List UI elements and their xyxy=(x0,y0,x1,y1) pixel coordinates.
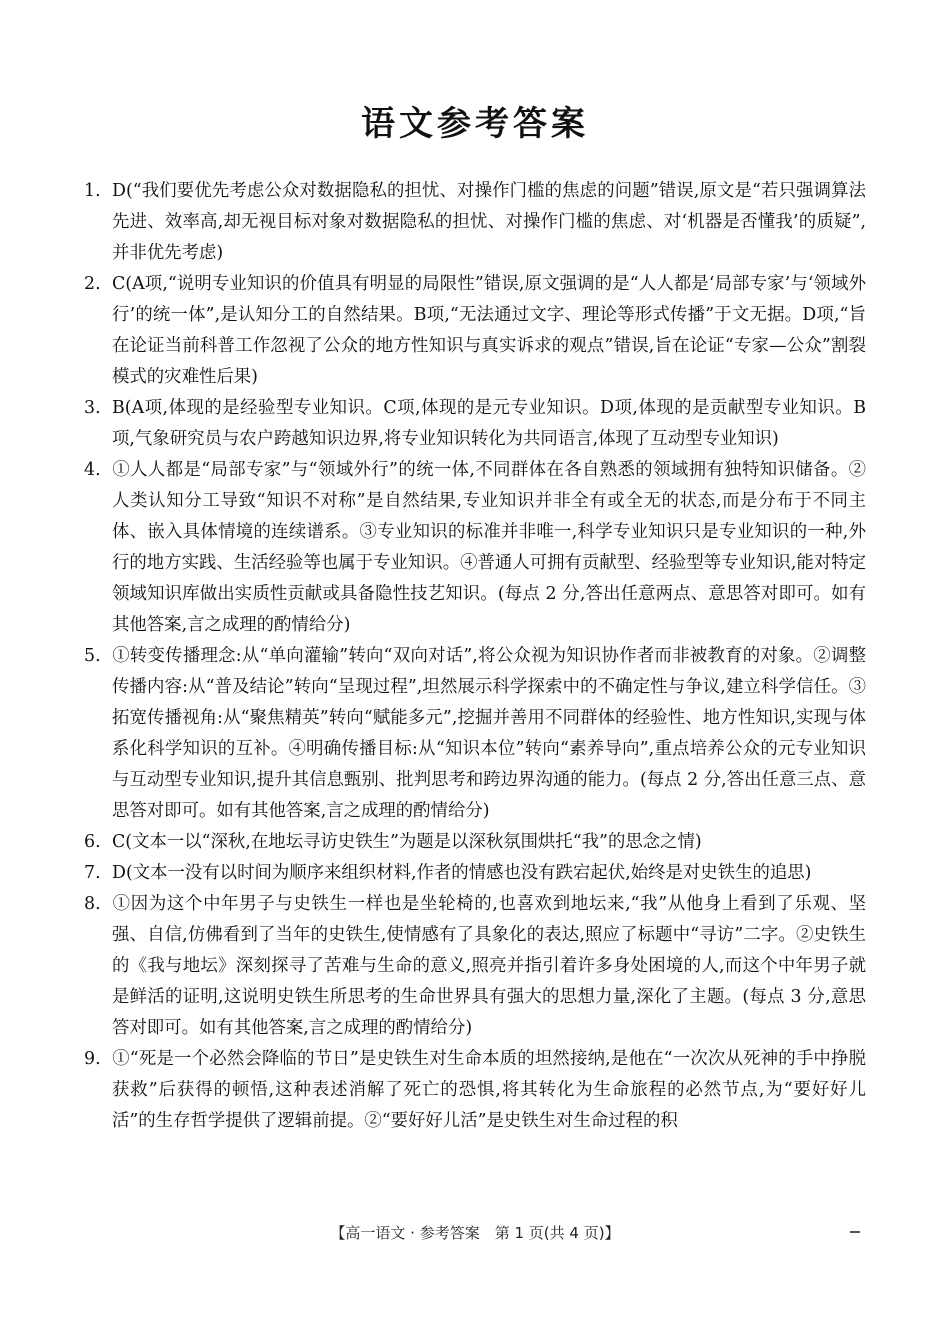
answer-text: C(A项,“说明专业知识的价值具有明显的局限性”错误,原文强调的是“人人都是‘局部专家’与‘领域外行’的统一体”,是认知分工的自然结果。B项,“无法通过文字、理论等形式传播”于文无据。D项,“旨在论证当前科普工作忽视了公众的地方性知识与真实诉求的观点”错误,旨在论证“专家—公众”割裂模式的灾难性后果) xyxy=(112,274,866,387)
answer-item xyxy=(84,1044,866,1137)
answer-text: ①“死是一个必然会降临的节日”是史铁生对生命本质的坦然接纳,是他在“一次次从死神的手中挣脱获救”后获得的顿悟,这种表述消解了死亡的恐惧,将其转化为生命旅程的必然节点,为“要好好儿活”的生存哲学提供了逻辑前提。②“要好好儿活”是史铁生对生命过程的积 xyxy=(112,1049,866,1131)
answer-text: C(文本一以“深秋,在地坛寻访史铁生”为题是以深秋氛围烘托“我”的思念之情) xyxy=(112,832,702,852)
answer-item xyxy=(84,889,866,1044)
answer-number: 6. xyxy=(84,832,101,852)
page-footer: 【高一语文 · 参考答案 第 1 页(共 4 页)】 xyxy=(330,1224,620,1242)
answer-number: 2. xyxy=(84,274,101,294)
answer-text: B(A项,体现的是经验型专业知识。C项,体现的是元专业知识。D项,体现的是贡献型专业知识。B项,气象研究员与农户跨越知识边界,将专业知识转化为共同语言,体现了互动型专业知识) xyxy=(112,398,866,449)
answer-item xyxy=(84,269,866,393)
answer-text: D(“我们要优先考虑公众对数据隐私的担忧、对操作门槛的焦虑的问题”错误,原文是“若只强调算法先进、效率高,却无视目标对象对数据隐私的担忧、对操作门槛的焦虑、对‘机器是否懂我’的质疑”,并非优先考虑) xyxy=(112,181,866,263)
answer-number: 7. xyxy=(84,863,101,883)
answer-text: D(文本一没有以时间为顺序来组织材料,作者的情感也没有跌宕起伏,始终是对史铁生的追思) xyxy=(112,863,812,883)
answer-item xyxy=(84,858,866,889)
answer-number: 3. xyxy=(84,398,101,418)
answer-item xyxy=(84,827,866,858)
answer-number: 8. xyxy=(84,894,101,914)
answer-text: ①人人都是“局部专家”与“领域外行”的统一体,不同群体在各自熟悉的领域拥有独特知识储备。②人类认知分工导致“知识不对称”是自然结果,专业知识并非全有或全无的状态,而是分布于不同主体、嵌入具体情境的连续谱系。③专业知识的标准并非唯一,科学专业知识只是专业知识的一种,外行的地方实践、生活经验等也属于专业知识。④普通人可拥有贡献型、经验型等专业知识,能对特定领域知识库做出实质性贡献或具备隐性技艺知识。(每点 2 分,答出任意两点、意思答对即可。如有其他答案,言之成理的酌情给分) xyxy=(112,460,866,635)
answer-item xyxy=(84,641,866,827)
answer-number: 4. xyxy=(84,460,101,480)
answer-item xyxy=(84,176,866,269)
answer-number: 9. xyxy=(84,1049,101,1069)
answer-number: 5. xyxy=(84,646,101,666)
corner-mark xyxy=(850,1231,860,1233)
page-title: 语文参考答案 xyxy=(361,104,589,144)
answer-text: ①转变传播理念:从“单向灌输”转向“双向对话”,将公众视为知识协作者而非被教育的对象。②调整传播内容:从“普及结论”转向“呈现过程”,坦然展示科学探索中的不确定性与争议,建立科学信任。③拓宽传播视角:从“聚焦精英”转向“赋能多元”,挖掘并善用不同群体的经验性、地方性知识,实现与体系化科学知识的互补。④明确传播目标:从“知识本位”转向“素养导向”,重点培养公众的元专业知识与互动型专业知识,提升其信息甄别、批判思考和跨边界沟通的能力。(每点 2 分,答出任意三点、意思答对即可。如有其他答案,言之成理的酌情给分) xyxy=(112,646,866,821)
answer-number: 1. xyxy=(84,181,101,201)
answer-item xyxy=(84,393,866,455)
answer-text: ①因为这个中年男子与史铁生一样也是坐轮椅的,也喜欢到地坛来,“我”从他身上看到了乐观、坚强、自信,仿佛看到了当年的史铁生,使情感有了具象化的表达,照应了标题中“寻访”二字。②史铁生的《我与地坛》深刻探寻了苦难与生命的意义,照亮并指引着许多身处困境的人,而这个中年男子就是鲜活的证明,这说明史铁生所思考的生命世界具有强大的思想力量,深化了主题。(每点 3 分,意思答对即可。如有其他答案,言之成理的酌情给分) xyxy=(112,894,866,1038)
answer-list xyxy=(84,176,866,1137)
answer-item xyxy=(84,455,866,641)
